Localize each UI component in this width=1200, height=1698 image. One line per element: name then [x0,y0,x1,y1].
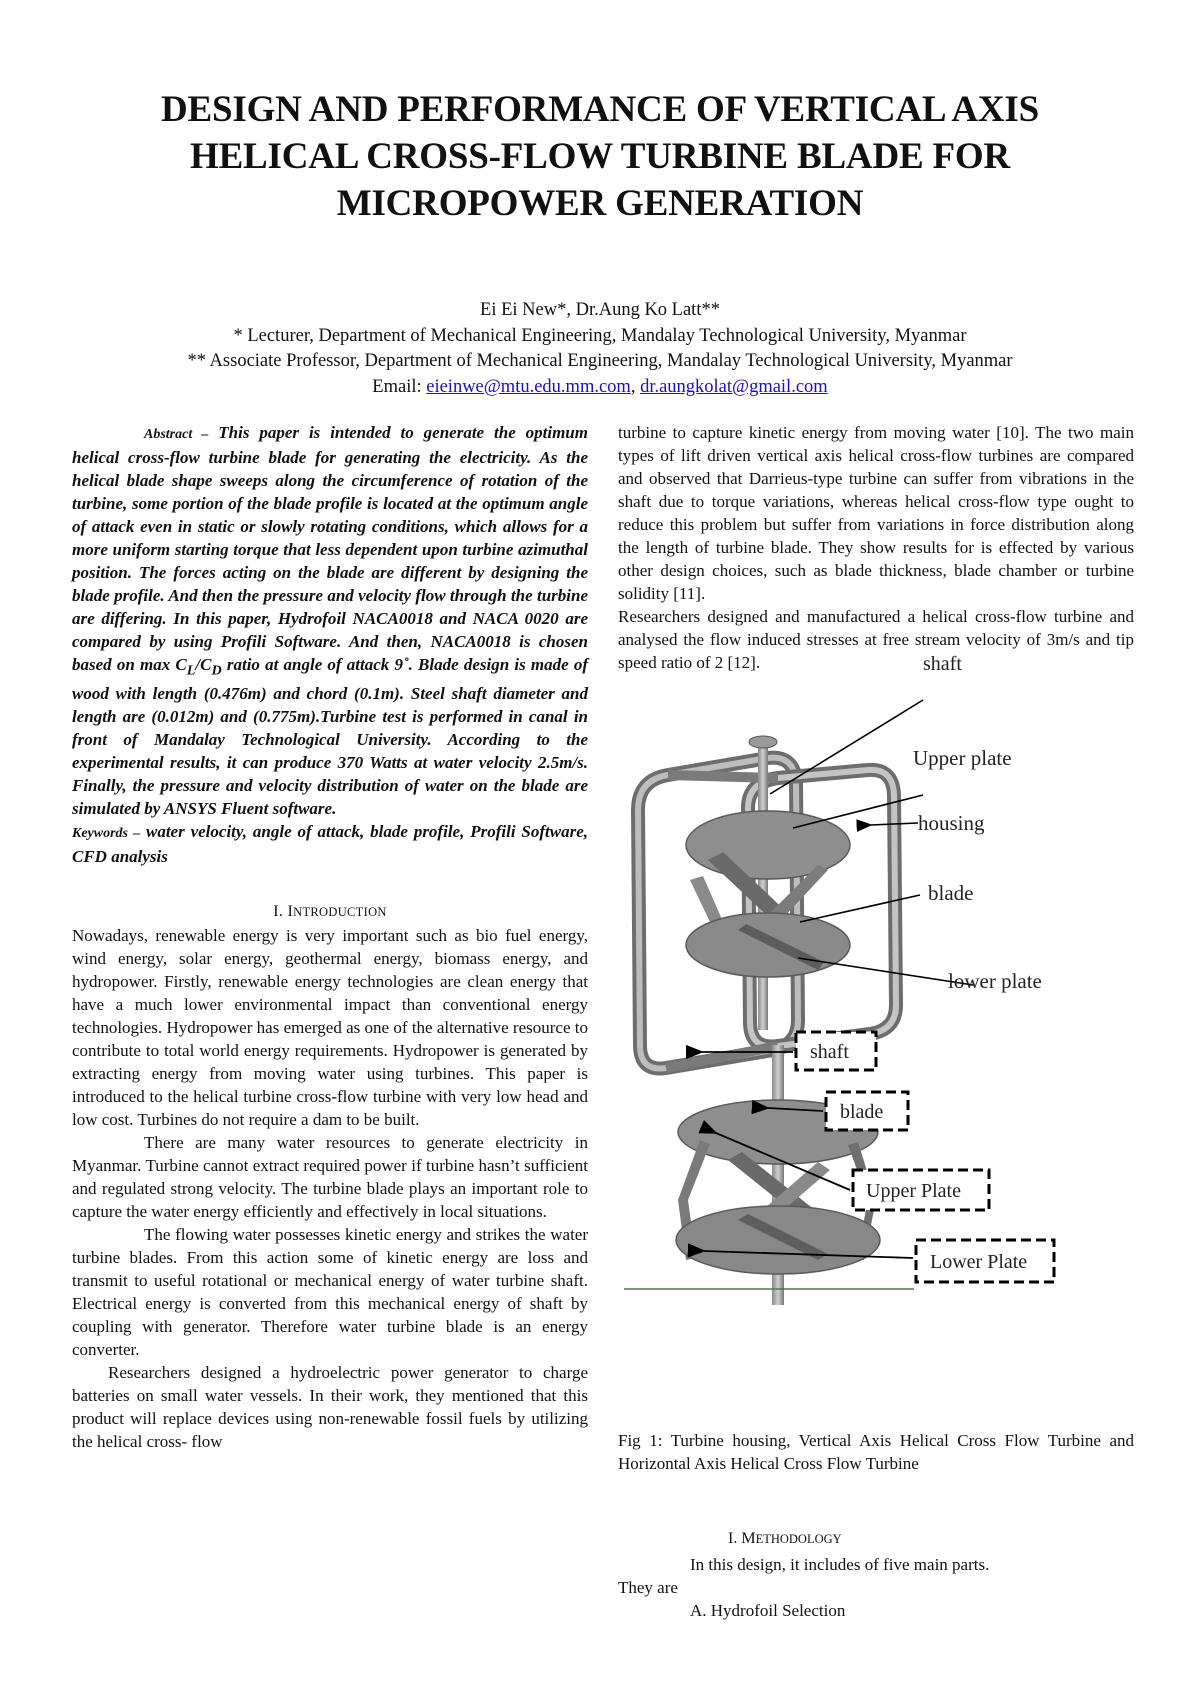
email-separator: , [630,376,636,397]
email-link-1[interactable]: eieinwe@mtu.edu.mm.com [426,376,631,397]
intro-paragraph-3: The flowing water possesses kinetic energy and strikes the water turbine blades. From this action some of kinetic energy are loss and transmit to useful rotational or mechanical energy of water turbine shaft. Electrical energy is converted from this mechanical energy of shaft by coupling with generator. Therefore water turbine blade is an energy converter. [72,1225,588,1360]
left-column [72,421,588,1453]
keywords-text: water velocity, angle of attack, blade profile, Profili Software, CFD analysis [72,822,588,867]
methodology-text-2: They are [618,1578,678,1597]
methodology-text-1: In this design, it includes of five main parts. [690,1555,990,1574]
turbine-figure [618,653,1150,1390]
affiliation-1: * Lecturer, Department of Mechanical Engineering, Mandalay Technological University, Myanmar [233,325,967,346]
method-rest: ETHODOLOGY [755,1532,842,1546]
methodology-heading [728,1530,842,1548]
method-num: I. [728,1530,738,1547]
introduction-heading [72,900,588,924]
methodology-text-3: A. Hydrofoil Selection [690,1601,846,1620]
label-blade-bottom: blade [840,1101,884,1123]
abstract-sub-d: D [211,662,222,679]
abstract-lead: Abstract – [144,427,209,442]
keywords-lead: Keywords – [72,826,141,842]
abstract-text-b: ratio at angle of attack 9˚. Blade design is made of wood with length (0.476m) and chord (0.1m). Steel shaft diameter and length are (0.012m) and (0.775m).Turbine test is performed in canal in front of Mandalay Technological University. According to the experimental results, it can produce 370 Watts at water velocity 2.5m/s. Finally, the pressure and velocity distribution of water on the blade are simulated by ANSYS Fluent software. [72,655,588,819]
right-column [618,421,1134,674]
abstract-sub-l: L [186,662,196,679]
title-line-1: DESIGN AND PERFORMANCE OF VERTICAL AXIS [161,89,1039,130]
label-housing-top: housing [918,811,985,835]
right-paragraph-1: turbine to capture kinetic energy from moving water [10]. The two main types of lift driven vertical axis helical cross-flow turbines are compared and observed that Darrieus-type turbine can suffer from vibrations in the shaft due to torque variations, whereas helical cross-flow type ought to reduce this problem but suffer from variations in force distribution along the length of turbine blade. They show results for is effected by various other design choices, such as blade thickness, blade chamber or turbine solidity [11]. [618,423,1134,603]
affiliation-2: ** Associate Professor, Department of Mechanical Engineering, Mandalay Technological University, Myanmar [187,351,1013,371]
author-block [60,298,1140,400]
title-line-3: MICROPOWER GENERATION [336,183,864,224]
label-shaft-top: shaft [923,653,962,675]
intro-paragraph-1: Nowadays, renewable energy is very important such as bio fuel energy, wind energy, solar energy, geothermal energy, biomass energy, and hydropower. Firstly, renewable energy technologies are clean energy that have a much lower environmental impact than conventional energy technologies. Hydropower has emerged as one of the alternative resource to contribute to total world energy requirements. Hydropower is generated by extracting energy from moving water using turbines. This paper is introduced to the helical turbine cross-flow turbine with very low head and low cost. Turbines do not require a dam to be built. [72,926,588,1130]
email-link-2[interactable]: dr.aungkolat@gmail.com [640,376,828,397]
horizontal-turbine-drawing [676,1045,880,1305]
intro-cap: I [287,903,294,921]
abstract-slash: /C [195,655,212,674]
author-names: Ei Ei New*, Dr.Aung Ko Latt** [480,300,720,320]
label-upper-plate-bottom: Upper Plate [866,1180,961,1202]
label-lower-plate-top: lower plate [948,969,1042,993]
label-lower-plate-bottom: Lower Plate [930,1251,1028,1273]
intro-paragraph-2: There are many water resources to generate electricity in Myanmar. Turbine cannot extract required power if turbine hasn’t sufficient and regulated strong velocity. The turbine blade plays an important role to capture the water energy efficiently and effectively in local situations. [72,1133,588,1222]
intro-paragraph-4: Researchers designed a hydroelectric power generator to charge batteries on small water vessels. In their work, they mentioned that this product will replace devices using non-renewable fossil fuels by utilizing the helical cross- flow [72,1363,588,1452]
abstract [72,421,588,820]
title-line-2: HELICAL CROSS-FLOW TURBINE BLADE FOR [189,136,1010,177]
email-line [60,375,1140,401]
method-cap: M [741,1530,756,1547]
email-label: Email: [372,376,422,397]
keywords [72,820,588,868]
abstract-text-a: This paper is intended to generate the optimum helical cross-flow turbine blade for generating the electricity. As the helical blade shape sweeps along the circumference of rotation of the turbine, some portion of the blade profile is located at the optimum angle of attack even in static or slowly rotating conditions, which allows for a more uniform starting torque that less dependent upon turbine azimuthal position. The forces acting on the blade are different by designing the blade profile. And then the pressure and velocity flow through the turbine are differing. In this paper, Hydrofoil NACA0018 and NACA 0020 are compared by using Profili Software. And then, NACA0018 is chosen based on max C [72,423,588,674]
intro-num: I. [273,903,284,921]
label-blade-top: blade [928,881,974,905]
shaft-drawing [758,740,768,1030]
paper-title [60,86,1140,227]
label-upper-plate-top: Upper plate [913,746,1012,770]
label-shaft-bottom: shaft [810,1041,849,1063]
figure-caption: Fig 1: Turbine housing, Vertical Axis Helical Cross Flow Turbine and Horizontal Axis Helical Cross Flow Turbine [618,1431,1134,1473]
turbine-housing-drawing [638,736,896,1069]
intro-rest: NTRODUCTION [293,905,387,920]
right-paragraph-2: Researchers designed and manufactured a helical cross-flow turbine and analysed the flow induced stresses at free stream velocity of 3m/s and tip speed ratio of 2 [12]. [618,607,1134,672]
